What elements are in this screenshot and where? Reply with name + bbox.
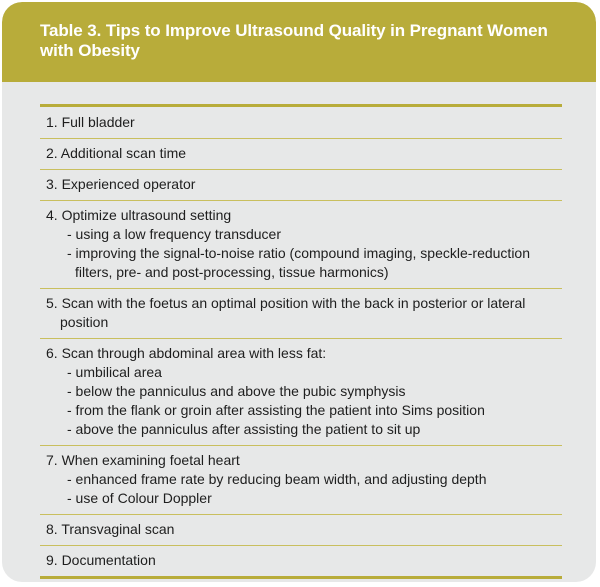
tip-title: 1. Full bladder: [46, 114, 135, 130]
tip-title: 3. Experienced operator: [46, 176, 196, 192]
tip-item-8: [40, 514, 562, 545]
tip-item-6: [40, 338, 562, 445]
tip-subitem: - improving the signal-to-noise ratio (compound imaging, speckle-reduction filters, pre- and post-processing, tissue harmonics): [67, 245, 531, 280]
tip-subitem: - below the panniculus and above the pubic symphysis: [67, 383, 406, 399]
tip-item-7: [40, 445, 562, 514]
table-card: [2, 2, 596, 582]
tip-item-4: [40, 200, 562, 288]
tip-subitem: - use of Colour Doppler: [67, 490, 212, 506]
tip-item-3: [40, 169, 562, 200]
tip-subitem: - using a low frequency transducer: [67, 226, 281, 242]
tip-item-5: [40, 288, 562, 338]
tip-title: 4. Optimize ultrasound setting: [46, 207, 232, 223]
tip-title: 5. Scan with the foetus an optimal position with the back in posterior or lateral position: [46, 295, 526, 330]
tip-subitem: - enhanced frame rate by reducing beam width, and adjusting depth: [67, 471, 487, 487]
tip-subitem: - above the panniculus after assisting the patient to sit up: [67, 421, 421, 437]
tip-subitem: - umbilical area: [67, 364, 162, 380]
tip-item-2: [40, 138, 562, 169]
tip-title: 6. Scan through abdominal area with less fat:: [46, 345, 327, 361]
tips-list: [40, 104, 562, 579]
tip-subitem: - from the flank or groin after assisting the patient into Sims position: [67, 402, 485, 418]
tip-item-9: [40, 545, 562, 576]
table-title: Table 3. Tips to Improve Ultrasound Quality in Pregnant Women with Obesity: [40, 21, 548, 60]
tip-title: 8. Transvaginal scan: [46, 521, 175, 537]
tip-item-1: [40, 107, 562, 138]
tip-title: 9. Documentation: [46, 552, 156, 568]
tip-title: 7. When examining foetal heart: [46, 452, 240, 468]
tip-title: 2. Additional scan time: [46, 145, 187, 161]
table-header: [2, 2, 596, 82]
